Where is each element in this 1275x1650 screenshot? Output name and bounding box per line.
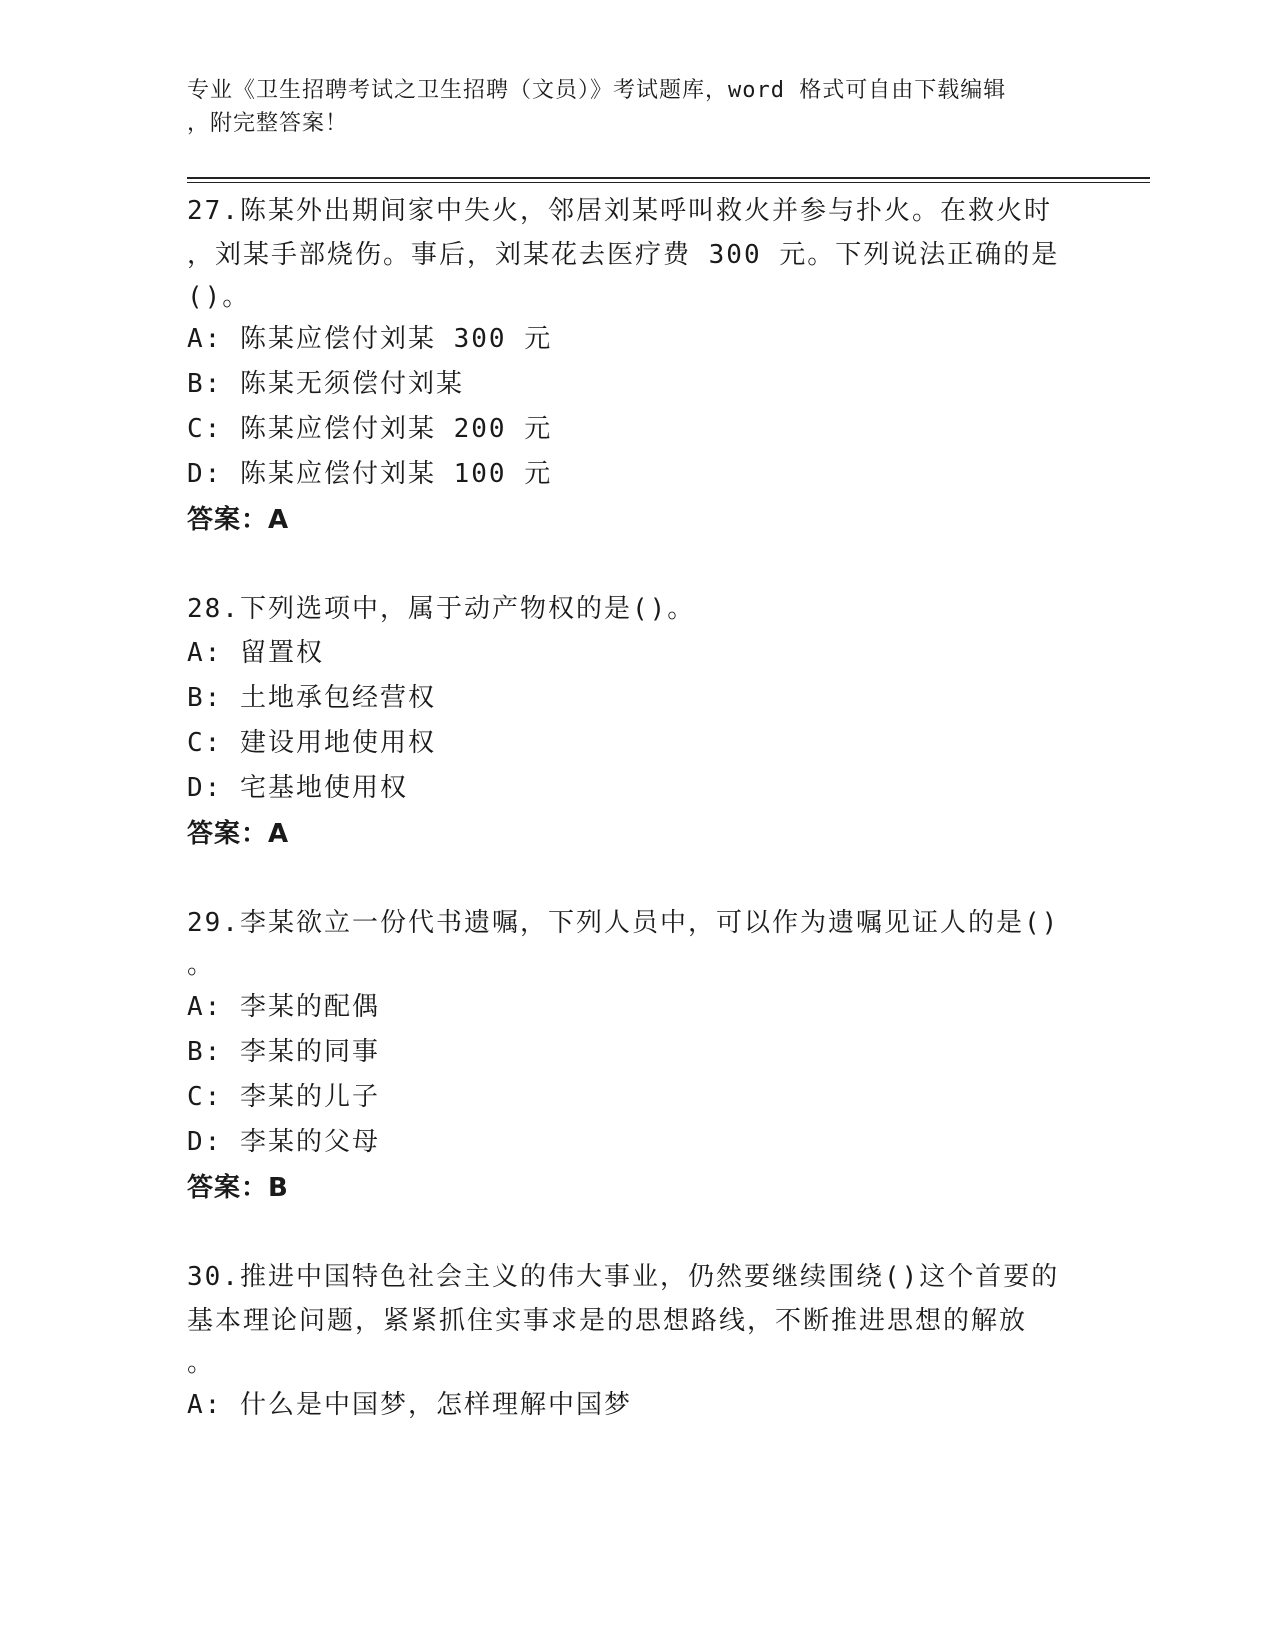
question-30 [187, 1255, 1087, 1428]
question-text-line: 28.下列选项中，属于动产物权的是()。 [187, 594, 696, 624]
option-c: C: 建设用地使用权 [187, 728, 436, 758]
question-text-line: 30.推进中国特色社会主义的伟大事业，仍然要继续围绕()这个首要的 [187, 1262, 1060, 1292]
option-d: D: 陈某应偿付刘某 100 元 [187, 459, 553, 489]
option-b: B: 李某的同事 [187, 1037, 380, 1067]
question-text-line: 27.陈某外出期间家中失火，邻居刘某呼叫救火并参与扑火。在救火时 [187, 196, 1052, 226]
question-text-line: 。 [187, 950, 216, 980]
header-divider-thin [187, 182, 1150, 183]
question-text-line: 29.李某欲立一份代书遗嘱，下列人员中，可以作为遗嘱见证人的是() [187, 908, 1060, 938]
question-text-line: ，刘某手部烧伤。事后，刘某花去医疗费 300 元。下列说法正确的是 [187, 240, 1060, 270]
header-line-1: 专业《卫生招聘考试之卫生招聘（文员）》考试题库，word 格式可自由下载编辑 [187, 78, 1007, 103]
question-text-line: 。 [187, 1348, 216, 1378]
option-a: A: 陈某应偿付刘某 300 元 [187, 324, 553, 354]
header-divider-thick [187, 177, 1150, 179]
option-a: A: 什么是中国梦，怎样理解中国梦 [187, 1390, 632, 1420]
question-28 [187, 587, 1087, 857]
question-29 [187, 901, 1087, 1211]
question-text-line: 基本理论问题，紧紧抓住实事求是的思想路线，不断推进思想的解放 [187, 1306, 1028, 1336]
option-b: B: 陈某无须偿付刘某 [187, 369, 464, 399]
option-c: C: 李某的儿子 [187, 1082, 380, 1112]
question-list [187, 189, 1087, 1472]
document-header [187, 74, 1087, 140]
option-d: D: 李某的父母 [187, 1127, 380, 1157]
question-27 [187, 189, 1087, 543]
header-line-2: ，附完整答案！ [187, 111, 349, 136]
option-a: A: 留置权 [187, 638, 324, 668]
answer: 答案：A [187, 819, 290, 849]
option-d: D: 宅基地使用权 [187, 773, 408, 803]
option-b: B: 土地承包经营权 [187, 683, 436, 713]
answer: 答案：B [187, 1173, 289, 1203]
option-a: A: 李某的配偶 [187, 992, 380, 1022]
option-c: C: 陈某应偿付刘某 200 元 [187, 414, 553, 444]
question-text-line: ()。 [187, 282, 251, 312]
answer: 答案：A [187, 505, 290, 535]
